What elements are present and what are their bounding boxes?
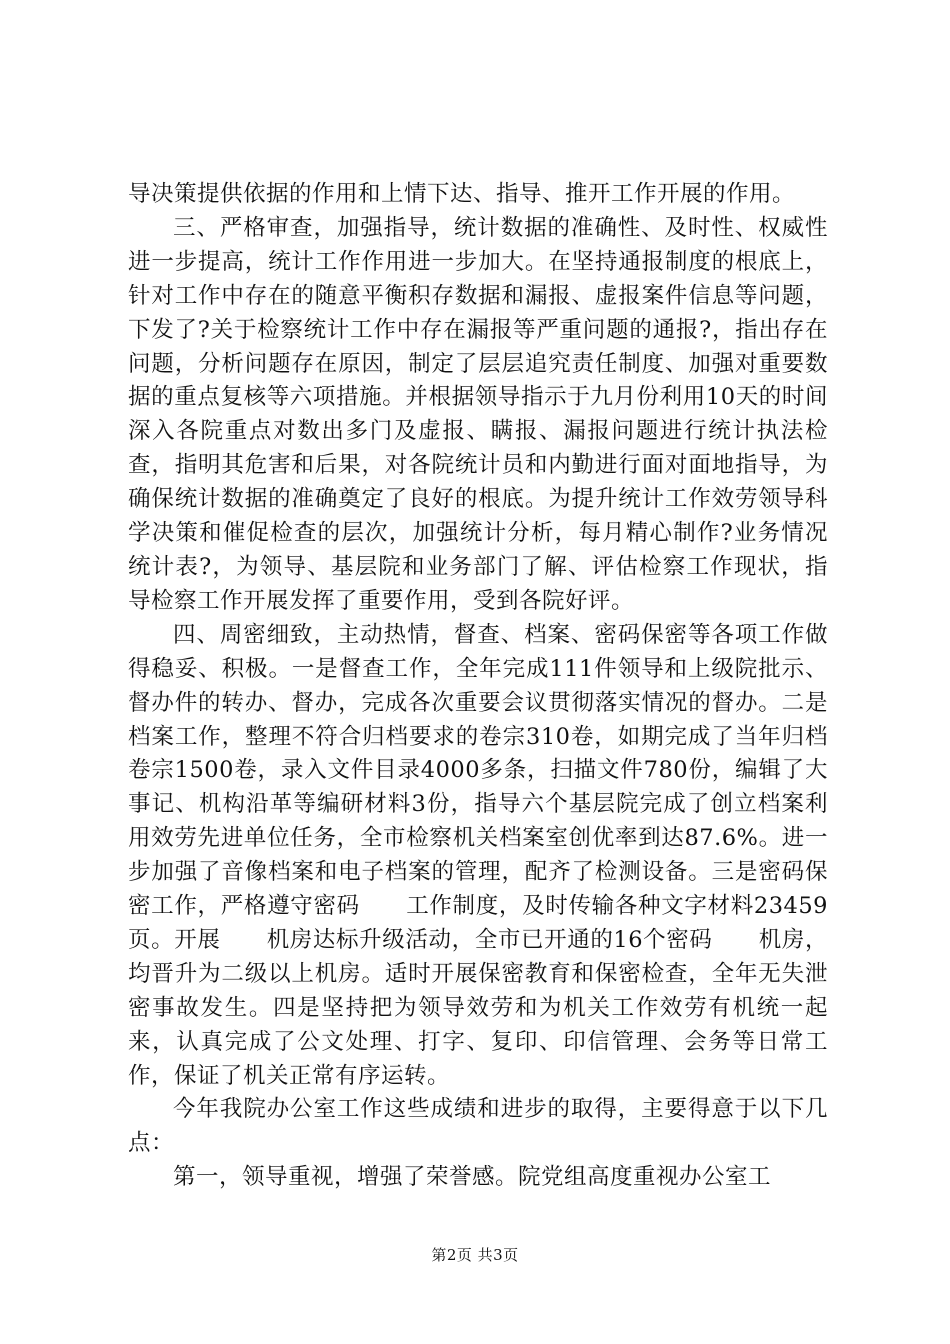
paragraph-summary: 今年我院办公室工作这些成绩和进步的取得，主要得意于以下几点： xyxy=(128,1096,828,1157)
paragraph-section-four: 四、周密细致，主动热情，督查、档案、密码保密等各项工作做得稳妥、积极。一是督查工作，全年完成111件领导和上级院批示、督办件的转办、督办，完成各次重要会议贯彻落实情况的督办。二是档案工作，整理不符合归档要求的卷宗310卷，如期完成了当年归档卷宗1500卷，录入文件目录4000多条，扫描文件780份，编辑了大事记、机构沿革等编研材料3份，指导六个基层院完成了创立档案利用效劳先进单位任务，全市检察机关档案室创优率到达87.6%。进一步加强了音像档案和电子档案的管理，配齐了检测设备。三是密码保密工作，严格遵守密码 工作制度，及时传输各种文字材料23459页。开展 机房达标升级活动，全市已开通的16个密码 机房，均晋升为二级以上机房。适时开展保密教育和保密检查，全年无失泄密事故发生。四是坚持把为领导效劳和为机关工作效劳有机统一起来，认真完成了公文处理、打字、复印、印信管理、会务等日常工作，保证了机关正常有序运转。 xyxy=(128,621,828,1089)
document-body xyxy=(128,178,828,1195)
paragraph-section-three: 三、严格审查，加强指导，统计数据的准确性、及时性、权威性进一步提高，统计工作作用进一步加大。在坚持通报制度的根底上，针对工作中存在的随意平衡积存数据和漏报、虚报案件信息等问题，下发了?关于检察统计工作中存在漏报等严重问题的通报?，指出存在问题，分析问题存在原因，制定了层层追究责任制度、加强对重要数据的重点复核等六项措施。并根据领导指示于九月份利用10天的时间深入各院重点对数出多门及虚报、瞒报、漏报问题进行统计执法检查，指明其危害和后果，对各院统计员和内勤进行面对面地指导，为确保统计数据的准确奠定了良好的根底。为提升统计工作效劳领导科学决策和催促检查的层次，加强统计分析，每月精心制作?业务情况统计表?，为领导、基层院和业务部门了解、评估检察工作现状，指导检察工作开展发挥了重要作用，受到各院好评。 xyxy=(128,214,828,614)
page-number-footer: 第2页 共3页 xyxy=(431,1246,519,1264)
paragraph-point-one: 第一，领导重视，增强了荣誉感。院党组高度重视办公室工 xyxy=(173,1164,772,1191)
paragraph-continuation: 导决策提供依据的作用和上情下达、指导、推开工作开展的作用。 xyxy=(128,181,796,207)
